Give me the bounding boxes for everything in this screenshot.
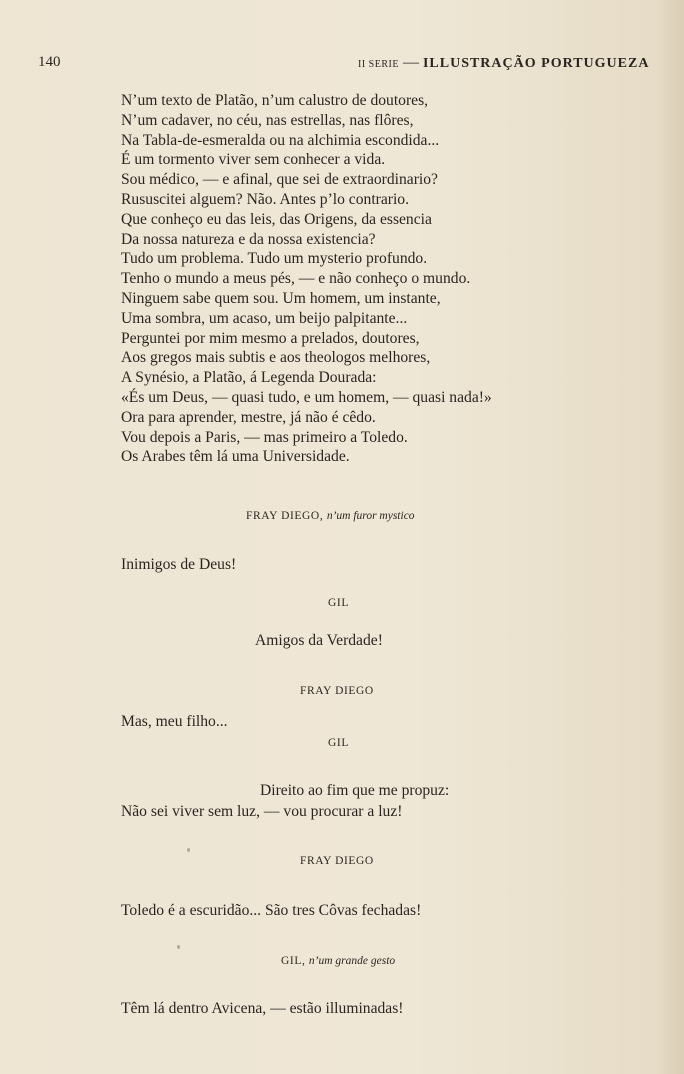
verse-line: Perguntei por mim mesmo a prelados, doutores, xyxy=(121,329,420,347)
speaker-heading: FRAY DIEGO xyxy=(300,685,374,697)
verse-line: Os Arabes têm lá uma Universidade. xyxy=(121,448,350,466)
verse-line: Ora para aprender, mestre, já não é cêdo. xyxy=(121,408,376,426)
verse-line: Na Tabla-de-esmeralda ou na alchimia escondida... xyxy=(121,131,440,149)
dialogue-line: Têm lá dentro Avicena, — estão illuminadas! xyxy=(121,1000,404,1017)
speaker-name: FRAY DIEGO, xyxy=(246,510,324,522)
verse-block xyxy=(121,91,492,467)
verse-line: N’um cadaver, no céu, nas estrellas, nas flôres, xyxy=(121,111,414,129)
speaker-heading: FRAY DIEGO xyxy=(300,855,374,867)
verse-line: Tudo um problema. Tudo um mysterio profundo. xyxy=(121,250,428,268)
speaker-name: GIL, xyxy=(281,955,306,967)
series-label: II SERIE xyxy=(358,59,399,70)
verse-line: Aos gregos mais subtis e aos theologos melhores, xyxy=(121,349,431,367)
verse-line: N’um texto de Platão, n’um calustro de doutores, xyxy=(121,92,429,109)
verse-line: É um tormento viver sem conhecer a vida. xyxy=(121,151,386,169)
page-number: 140 xyxy=(38,54,61,70)
speaker-heading: GIL xyxy=(328,737,349,749)
verse-line: Tenho o mundo a meus pés, — e não conheço o mundo. xyxy=(121,270,471,288)
dialogue-line: Direito ao fim que me propuz: xyxy=(260,782,450,799)
verse-line: A Synésio, a Platão, á Legenda Dourada: xyxy=(121,369,377,387)
verse-line: «És um Deus, — quasi tudo, e um homem, — quasi nada!» xyxy=(121,388,492,406)
running-header xyxy=(358,54,649,72)
header-separator: — xyxy=(398,54,423,71)
paper-speck xyxy=(187,848,190,852)
publication-title: ILLUSTRAÇÃO PORTUGUEZA xyxy=(422,56,650,71)
verse-line: Uma sombra, um acaso, um beijo palpitante... xyxy=(121,309,408,327)
dialogue-line: Não sei viver sem luz, — vou procurar a luz! xyxy=(121,803,403,820)
speaker-heading xyxy=(246,510,415,522)
verse-line: Ninguem sabe quem sou. Um homem, um instante, xyxy=(121,289,441,307)
speaker-heading xyxy=(281,955,395,967)
stage-direction: n’um grande gesto xyxy=(308,955,396,967)
paper-speck xyxy=(177,945,180,949)
verse-line: Rususcitei alguem? Não. Antes p’lo contrario. xyxy=(121,190,409,208)
verse-line: Vou depois a Paris, — mas primeiro a Toledo. xyxy=(121,428,408,446)
verse-line: Sou médico, — e afinal, que sei de extraordinario? xyxy=(121,171,438,189)
dialogue-line: Amigos da Verdade! xyxy=(255,632,383,649)
stage-direction: n’um furor mystico xyxy=(326,510,415,522)
speaker-heading: GIL xyxy=(328,597,349,609)
dialogue-line: Mas, meu filho... xyxy=(121,713,228,730)
verse-line: Da nossa natureza e da nossa existencia? xyxy=(121,230,376,248)
dialogue-line: Toledo é a escuridão... São tres Côvas fechadas! xyxy=(121,902,422,919)
verse-line: Que conheço eu das leis, das Origens, da essencia xyxy=(121,210,432,228)
dialogue-line: Inimigos de Deus! xyxy=(121,556,237,573)
